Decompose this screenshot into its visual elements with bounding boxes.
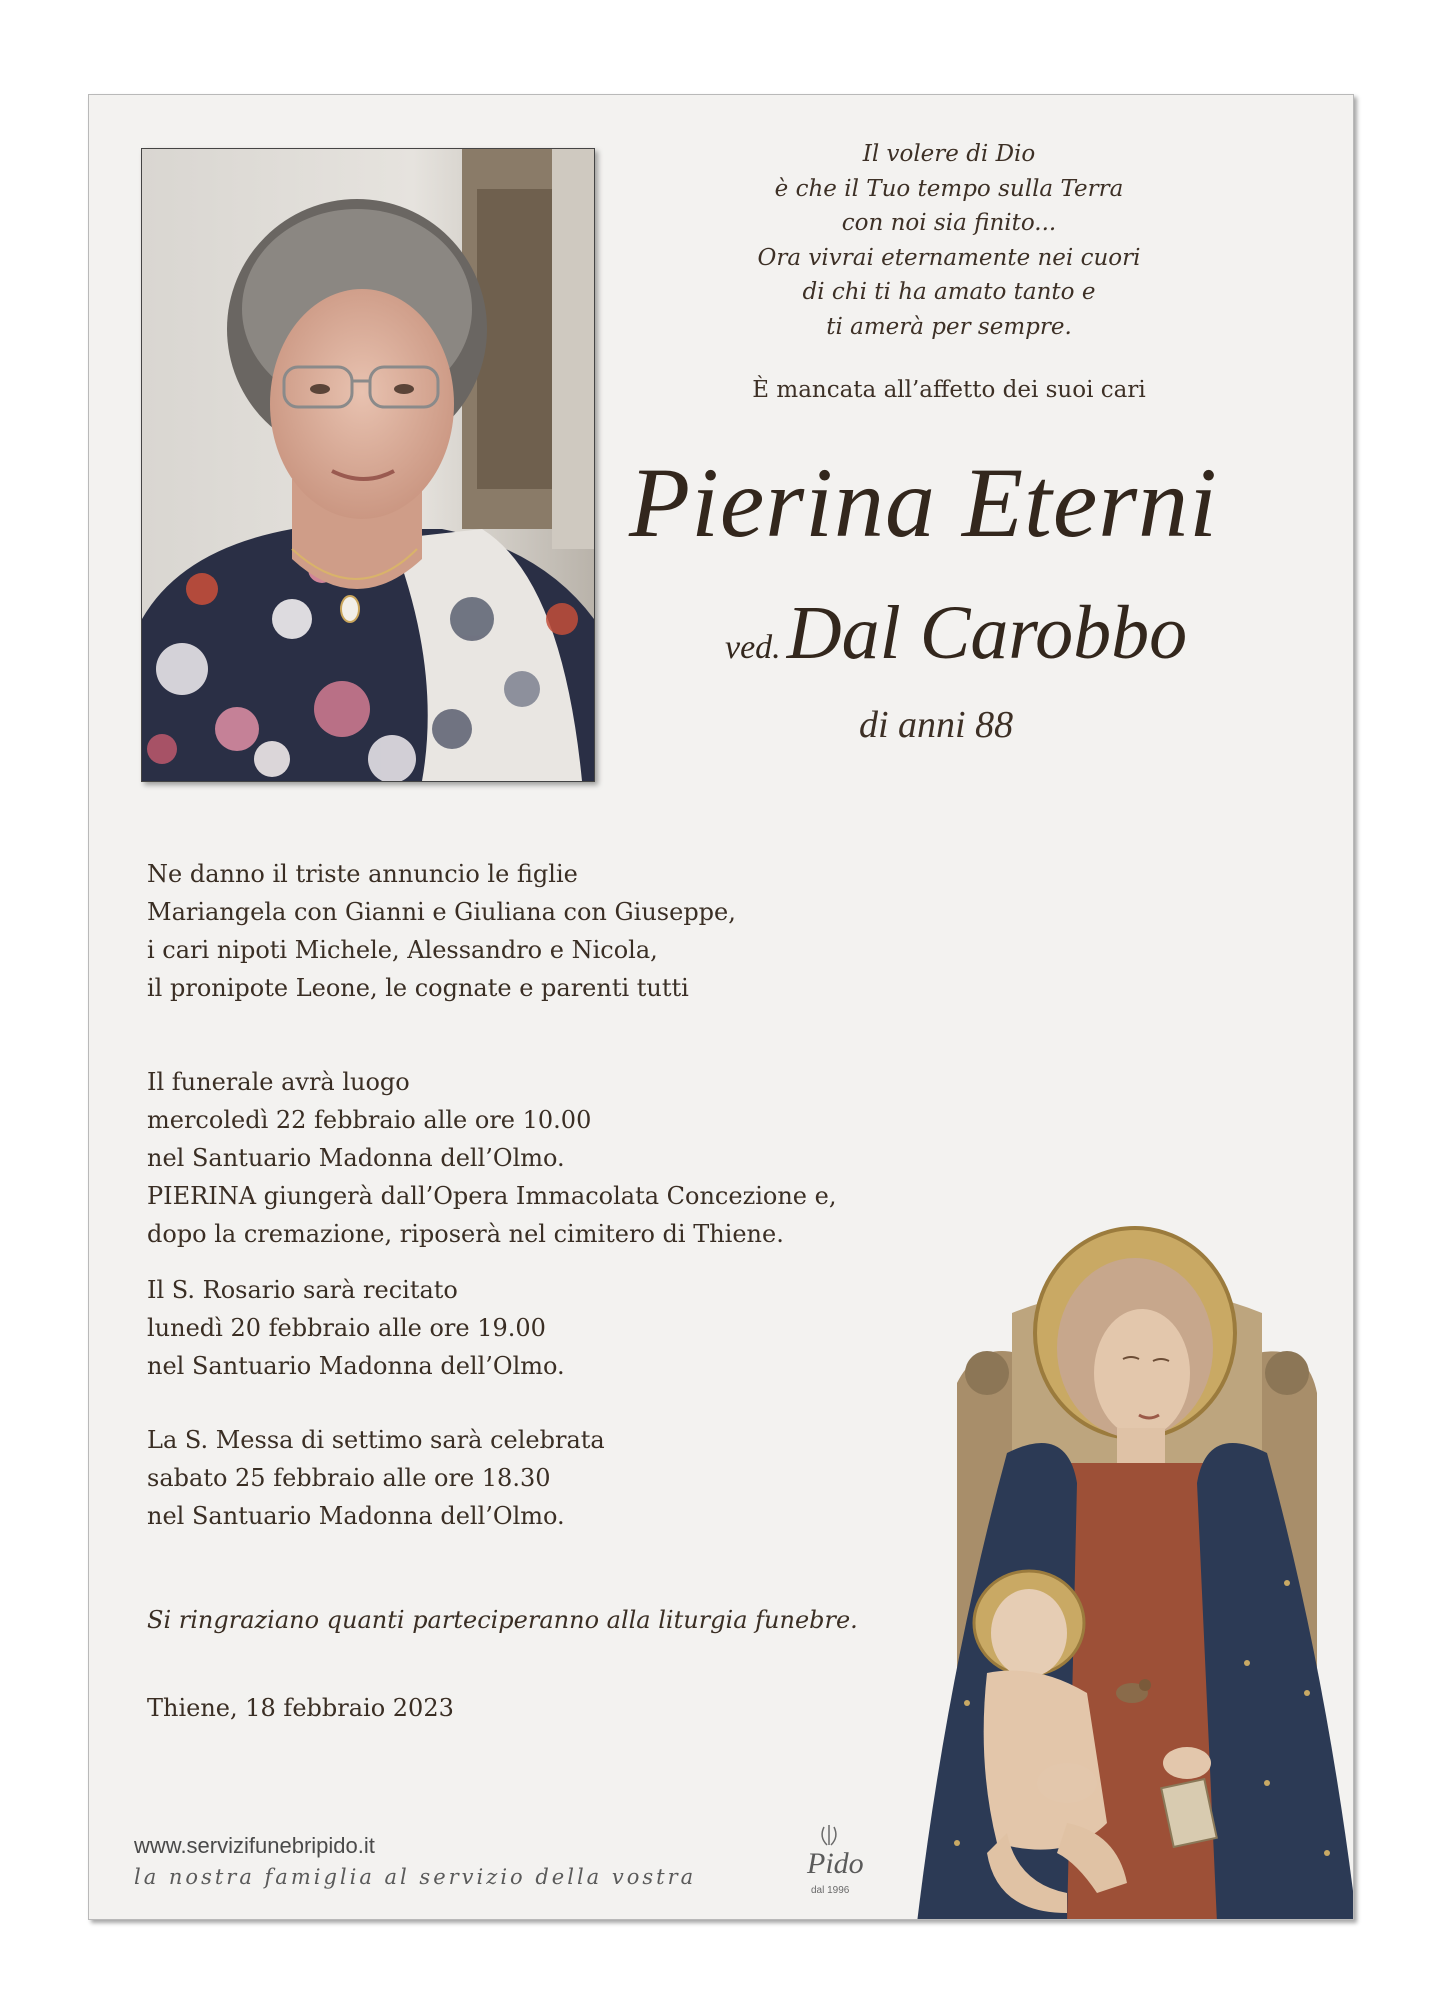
poem-line: Il volere di Dio xyxy=(862,141,1036,167)
poem-line: Ora vivrai eternamente nei cuori xyxy=(757,244,1141,271)
announcement-line: i cari nipoti Michele, Alessandro e Nicola, xyxy=(147,936,658,964)
memorial-poem xyxy=(649,137,1249,344)
age-line: di anni 88 xyxy=(859,704,1014,746)
intro-line: È mancata all’affetto dei suoi cari xyxy=(752,377,1146,403)
poem-line: è che il Tuo tempo sulla Terra xyxy=(774,175,1124,202)
funeral-line: PIERINA giungerà dall’Opera Immacolata Concezione e, xyxy=(147,1182,837,1210)
rosary-line: lunedì 20 febbraio alle ore 19.00 xyxy=(147,1314,546,1342)
company-motto: la nostra famiglia al servizio della vostra xyxy=(134,1865,697,1889)
website-link[interactable]: www.servizifunebripido.it xyxy=(134,1833,375,1858)
mass-line: sabato 25 febbraio alle ore 18.30 xyxy=(147,1464,551,1492)
poem-line: con noi sia finito... xyxy=(841,210,1057,236)
pido-logo xyxy=(789,1823,884,1903)
logo-name: Pido xyxy=(807,1847,864,1880)
obituary-sheet xyxy=(88,94,1354,1920)
poem-line: ti amerà per sempre. xyxy=(826,313,1072,340)
married-name-line xyxy=(725,590,1187,677)
announcement-line: il pronipote Leone, le cognate e parenti tutti xyxy=(147,974,689,1002)
funeral-line: dopo la cremazione, riposerà nel cimitero di Thiene. xyxy=(147,1220,784,1248)
funeral-block xyxy=(147,1063,836,1253)
announcement-line: Mariangela con Gianni e Giuliana con Giuseppe, xyxy=(147,898,736,926)
poem-line: di chi ti ha amato tanto e xyxy=(802,279,1096,305)
logo-since: dal 1996 xyxy=(811,1885,850,1896)
funeral-line: nel Santuario Madonna dell’Olmo. xyxy=(147,1144,565,1172)
announcement-block xyxy=(147,855,736,1007)
ved-prefix: ved. xyxy=(725,629,781,666)
mass-line: nel Santuario Madonna dell’Olmo. xyxy=(147,1502,565,1530)
funeral-line: mercoledì 22 febbraio alle ore 10.00 xyxy=(147,1106,592,1134)
portrait-photo xyxy=(141,148,595,782)
mass-block xyxy=(147,1421,605,1535)
place-date: Thiene, 18 febbraio 2023 xyxy=(147,1694,454,1722)
funeral-line: Il funerale avrà luogo xyxy=(147,1068,410,1096)
rosary-line: Il S. Rosario sarà recitato xyxy=(147,1276,458,1304)
announcement-line: Ne danno il triste annuncio le figlie xyxy=(147,860,578,888)
married-name: Dal Carobbo xyxy=(786,591,1188,675)
thanks-line: Si ringraziano quanti parteciperanno alla liturgia funebre. xyxy=(147,1606,858,1634)
madonna-image xyxy=(917,1223,1354,1920)
rosary-line: nel Santuario Madonna dell’Olmo. xyxy=(147,1352,565,1380)
mass-line: La S. Messa di settimo sarà celebrata xyxy=(147,1426,605,1454)
deceased-name: Pierina Eterni xyxy=(629,447,1218,558)
rosary-block xyxy=(147,1271,565,1385)
